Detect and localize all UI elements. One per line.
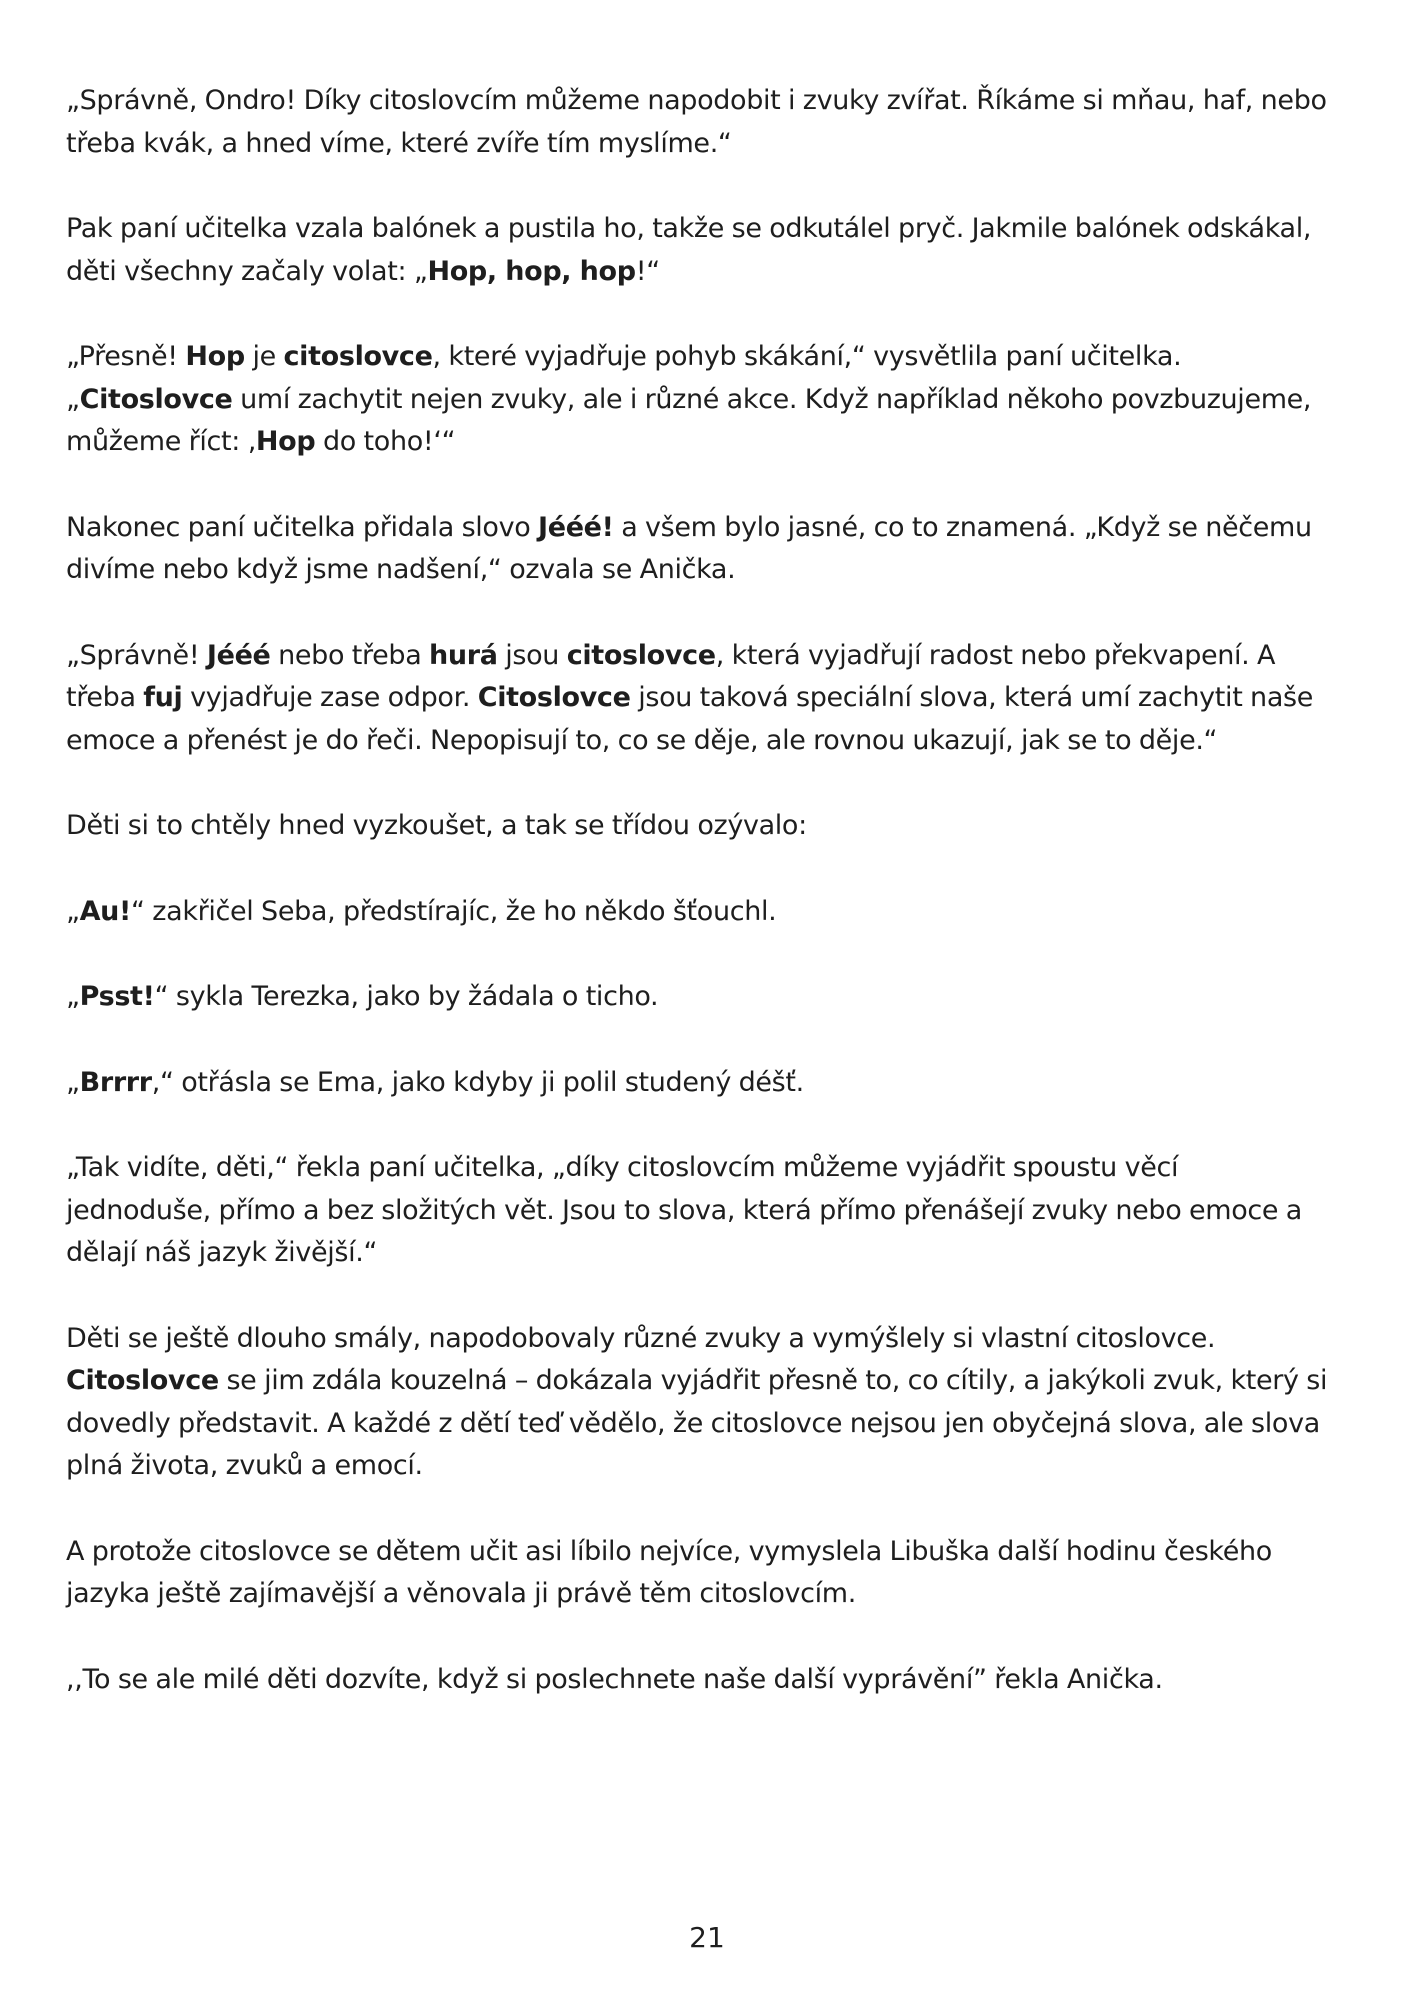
text-run: umí zachytit nejen zvuky, ale i různé akce. Když například někoho povzbuzujeme, můžeme říct: ‚ xyxy=(66,383,1312,457)
paragraph xyxy=(66,891,1328,934)
bold-term: Au! xyxy=(79,895,132,927)
paragraph xyxy=(66,336,1328,464)
text-run: “ sykla Terezka, jako by žádala o ticho. xyxy=(154,981,659,1012)
bold-term: Citoslovce xyxy=(66,1365,219,1396)
text-run: !“ xyxy=(635,255,660,287)
paragraph xyxy=(66,805,1328,848)
text-run: ,,To se ale milé děti dozvíte, když si poslechnete naše další vyprávění” řekla Anička. xyxy=(66,1663,1163,1695)
bold-term: Hop xyxy=(255,426,316,457)
page-number: 21 xyxy=(689,1921,725,1954)
text-run: se jim zdála kouzelná – dokázala vyjádřit přesně to, co cítily, a jakýkoli zvuk, který si dovedly představit. A každé z dětí teď vědělo, že citoslovce nejsou jen obyčejná slova, ale slova plná života, zvuků a emocí. xyxy=(66,1365,1328,1481)
text-run: „ xyxy=(66,981,80,1012)
text-run: do toho!‘“ xyxy=(315,426,456,457)
bold-term: Psst! xyxy=(79,981,155,1012)
bold-term: citoslovce xyxy=(566,639,716,671)
text-run: “ zakřičel Seba, předstírajíc, že ho někdo šťouchl. xyxy=(131,895,777,927)
paragraph xyxy=(66,1318,1328,1488)
text-run: „ xyxy=(66,1066,80,1098)
story-text xyxy=(66,80,1328,1744)
bold-term: Hop xyxy=(185,341,245,372)
text-run: , která vyjadřují radost nebo překvapení. A třeba xyxy=(66,639,1276,713)
text-run: , které vyjadřuje pohyb skákání,“ vysvětlila paní učitelka. „ xyxy=(66,341,1182,415)
paragraph xyxy=(66,635,1328,763)
text-run: Děti si to chtěly hned vyzkoušet, a tak se třídou ozývalo: xyxy=(66,810,807,841)
bold-term: Jééé! xyxy=(538,511,614,543)
text-run: „Správně, Ondro! Díky citoslovcím můžeme napodobit i zvuky zvířat. Říkáme si mňau, haf, nebo třeba kvák, a hned víme, které zvíře tím myslíme.“ xyxy=(66,85,1327,159)
bold-term: Citoslovce xyxy=(477,682,631,713)
bold-term: Jééé xyxy=(206,639,271,671)
text-run: Nakonec paní učitelka přidala slovo xyxy=(66,511,539,543)
paragraph xyxy=(66,1062,1328,1105)
text-run: jsou taková speciální slova, která umí zachytit naše emoce a přenést je do řeči. Nepopisují to, co se děje, ale rovnou ukazují, jak se to děje.“ xyxy=(66,682,1313,756)
bold-term: Citoslovce xyxy=(79,383,233,415)
bold-term: Brrrr xyxy=(79,1066,152,1098)
paragraph xyxy=(66,976,1328,1019)
text-run: „ xyxy=(66,895,80,927)
paragraph xyxy=(66,1659,1328,1702)
text-run: vyjadřuje zase odpor. xyxy=(182,682,478,713)
text-run: Pak paní učitelka vzala balónek a pustila ho, takže se odkutálel pryč. Jakmile balónek odskákal, děti všechny začaly volat: „ xyxy=(66,213,1312,287)
paragraph xyxy=(66,507,1328,592)
bold-term: citoslovce xyxy=(283,341,433,372)
text-run: jsou xyxy=(497,639,567,671)
paragraph xyxy=(66,1147,1328,1275)
text-run: „Tak vidíte, děti,“ řekla paní učitelka, „díky citoslovcím můžeme vyjádřit spoustu věcí jednoduše, přímo a bez složitých vět. Jsou to slova, která přímo přenášejí zvuky nebo emoce a dělají náš jazyk živější.“ xyxy=(66,1152,1302,1268)
text-run: „Správně! xyxy=(66,639,207,671)
text-run: nebo třeba xyxy=(270,639,430,671)
paragraph xyxy=(66,80,1328,165)
paragraph xyxy=(66,1531,1328,1616)
bold-term: fuj xyxy=(143,682,183,713)
text-run: A protože citoslovce se dětem učit asi líbilo nejvíce, vymyslela Libuška další hodinu českého jazyka ještě zajímavější a věnovala ji právě těm citoslovcím. xyxy=(66,1535,1272,1609)
paragraph xyxy=(66,208,1328,293)
text-run: „Přesně! xyxy=(66,341,186,372)
text-run: Děti se ještě dlouho smály, napodobovaly různé zvuky a vymýšlely si vlastní citoslovce. xyxy=(66,1322,1216,1354)
text-run: a všem bylo jasné, co to znamená. „Když se něčemu divíme nebo když jsme nadšení,“ ozvala se Anička. xyxy=(66,511,1312,585)
text-run: je xyxy=(244,341,284,372)
text-run: ,“ otřásla se Ema, jako kdyby ji polil studený déšť. xyxy=(151,1066,804,1098)
bold-term: hurá xyxy=(429,639,498,671)
bold-term: Hop, hop, hop xyxy=(427,255,636,287)
